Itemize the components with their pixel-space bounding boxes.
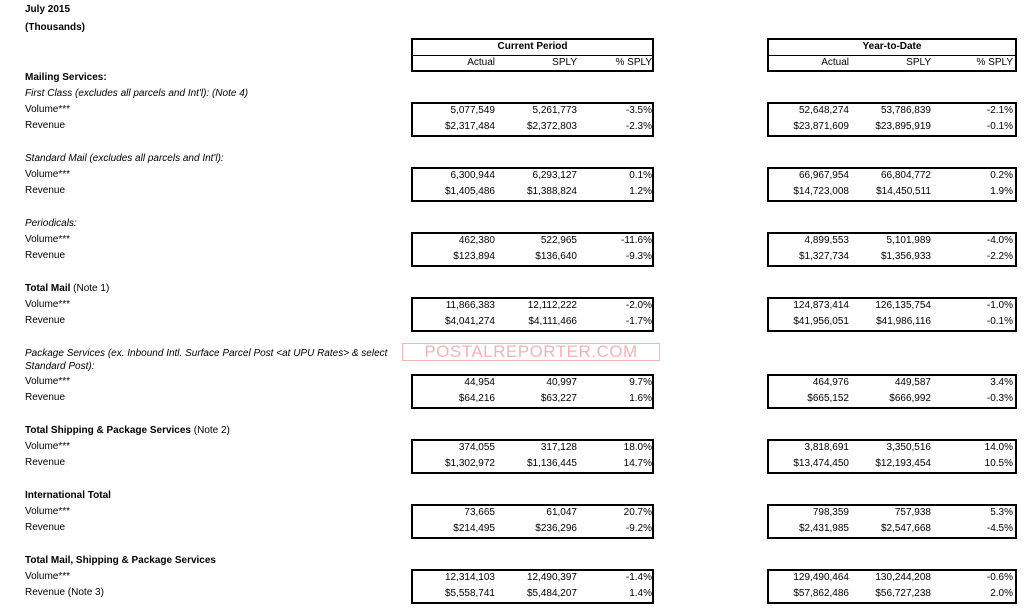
current-period-values: [411, 504, 654, 539]
cell-value: $136,640: [535, 251, 577, 262]
cell-value: -4.0%: [986, 235, 1013, 246]
ytd-values: [767, 102, 1017, 137]
section-label-text: Total Mail: [25, 283, 71, 294]
cell-value: 374,055: [458, 442, 495, 453]
cell-value: $1,405,486: [444, 186, 495, 197]
current-period-title: Current Period: [497, 41, 568, 52]
cell-value: $41,956,051: [793, 316, 849, 327]
cell-value: 12,490,397: [526, 572, 577, 583]
cell-value: $2,317,484: [444, 121, 495, 132]
cell-value: 317,128: [540, 442, 577, 453]
cell-value: 2.0%: [990, 588, 1013, 599]
cell-value: 9.7%: [629, 377, 652, 388]
ytd-values: [767, 569, 1017, 604]
cell-value: 61,047: [546, 507, 577, 518]
cell-value: 12,314,103: [444, 572, 495, 583]
section-label-text: Total Shipping & Package Services: [25, 425, 191, 436]
cell-value: 12,112,222: [527, 300, 577, 311]
row-label: Revenue: [25, 522, 66, 533]
cp-pct-header: % SPLY: [615, 57, 652, 68]
current-period-values: [411, 297, 654, 332]
cell-value: 10.5%: [984, 458, 1013, 469]
section-label-international: International Total: [25, 490, 111, 501]
row-label: Revenue: [25, 392, 66, 403]
ytd-values: [767, 504, 1017, 539]
cell-value: $214,495: [453, 523, 495, 534]
cell-value: 462,380: [458, 235, 495, 246]
row-label: Volume***: [25, 506, 71, 517]
cell-value: $64,216: [458, 393, 495, 404]
cell-value: -9.3%: [625, 251, 652, 262]
cell-value: 14.0%: [984, 442, 1013, 453]
cell-value: $1,356,933: [880, 251, 931, 262]
section-label-total-mail: [25, 283, 109, 295]
cell-value: 73,665: [464, 507, 495, 518]
cell-value: 20.7%: [623, 507, 652, 518]
cell-value: -3.5%: [625, 105, 652, 116]
cell-value: 129,490,464: [793, 572, 849, 583]
row-label: Volume***: [25, 299, 71, 310]
watermark: POSTALREPORTER.COM: [402, 343, 660, 361]
ytd-header: [767, 38, 1017, 72]
cell-value: 798,359: [812, 507, 849, 518]
row-label: Volume***: [25, 104, 71, 115]
ytd-values: [767, 439, 1017, 474]
cell-value: 1.9%: [990, 186, 1013, 197]
ytd-pct-header: % SPLY: [976, 57, 1013, 68]
mailing-services-label: Mailing Services:: [25, 72, 107, 83]
section-label-note: (Note 2): [190, 425, 230, 436]
cell-value: 6,293,127: [532, 170, 577, 181]
cell-value: 14.7%: [623, 458, 652, 469]
row-label: Volume***: [25, 441, 71, 452]
ytd-values: [767, 167, 1017, 202]
cell-value: $14,723,008: [793, 186, 849, 197]
cell-value: $23,871,609: [793, 121, 849, 132]
cell-value: 126,135,754: [875, 300, 931, 311]
row-label: Volume***: [25, 571, 71, 582]
cell-value: -11.6%: [621, 235, 652, 246]
cell-value: -2.3%: [625, 121, 652, 132]
cell-value: $2,547,668: [880, 523, 931, 534]
cell-value: 18.0%: [623, 442, 652, 453]
row-label: Revenue: [25, 457, 66, 468]
cell-value: -0.1%: [986, 316, 1013, 327]
cell-value: $63,227: [540, 393, 577, 404]
cell-value: $12,193,454: [875, 458, 931, 469]
section-label-package-services-line2: Standard Post):: [25, 361, 95, 372]
row-label: Revenue: [25, 120, 66, 131]
cell-value: 130,244,208: [875, 572, 931, 583]
ytd-actual-header: Actual: [821, 57, 849, 68]
cell-value: 40,997: [546, 377, 577, 388]
cell-value: 5,077,549: [450, 105, 495, 116]
cell-value: 124,873,414: [793, 300, 849, 311]
section-label-package-services: Package Services (ex. Inbound Intl. Surface Parcel Post <at UPU Rates> & select: [25, 348, 388, 359]
report-units: (Thousands): [25, 22, 85, 33]
cell-value: 0.1%: [629, 170, 652, 181]
cell-value: -1.0%: [986, 300, 1013, 311]
cell-value: $1,302,972: [444, 458, 495, 469]
row-label: Revenue: [25, 250, 66, 261]
section-label-note: (Note 1): [70, 283, 110, 294]
cell-value: 6,300,944: [450, 170, 495, 181]
cell-value: 5,101,989: [886, 235, 931, 246]
cell-value: $236,296: [535, 523, 577, 534]
header-divider: [413, 55, 652, 56]
cell-value: 464,976: [812, 377, 849, 388]
cell-value: -2.0%: [625, 300, 652, 311]
cell-value: $1,136,445: [526, 458, 577, 469]
cell-value: 522,965: [540, 235, 577, 246]
cell-value: $5,558,741: [444, 588, 495, 599]
cell-value: 3,350,516: [886, 442, 931, 453]
cell-value: $23,895,919: [875, 121, 931, 132]
cell-value: $56,727,238: [875, 588, 931, 599]
ytd-values: [767, 374, 1017, 409]
ytd-values: [767, 297, 1017, 332]
cell-value: 1.2%: [629, 186, 652, 197]
current-period-values: [411, 232, 654, 267]
section-label-first-class: First Class (excludes all parcels and Int'l): (Note 4): [25, 88, 249, 99]
cell-value: 4,899,553: [804, 235, 849, 246]
cell-value: -1.4%: [625, 572, 652, 583]
cell-value: $2,372,803: [526, 121, 577, 132]
row-label: Volume***: [25, 234, 71, 245]
current-period-values: [411, 374, 654, 409]
cell-value: -0.1%: [986, 121, 1013, 132]
current-period-values: [411, 439, 654, 474]
row-label: Volume***: [25, 169, 71, 180]
header-divider: [769, 55, 1015, 56]
cell-value: -1.7%: [625, 316, 652, 327]
cell-value: 1.6%: [629, 393, 652, 404]
cell-value: 5,261,773: [532, 105, 577, 116]
cell-value: 53,786,839: [880, 105, 931, 116]
current-period-header: [411, 38, 654, 72]
cell-value: 0.2%: [990, 170, 1013, 181]
cell-value: $57,862,486: [793, 588, 849, 599]
cell-value: 757,938: [894, 507, 931, 518]
row-label: Revenue: [25, 185, 66, 196]
cell-value: $123,894: [453, 251, 495, 262]
cell-value: 3.4%: [990, 377, 1013, 388]
cell-value: -0.3%: [986, 393, 1013, 404]
cell-value: 5.3%: [990, 507, 1013, 518]
cell-value: 449,587: [894, 377, 931, 388]
cell-value: 3,818,691: [804, 442, 849, 453]
section-label-standard-mail: Standard Mail (excludes all parcels and Int'l):: [25, 153, 224, 164]
report-title: July 2015: [25, 4, 71, 15]
cell-value: $665,152: [807, 393, 849, 404]
row-label: Revenue (Note 3): [25, 587, 104, 598]
ytd-title: Year-to-Date: [862, 41, 922, 52]
section-label-grand-total: Total Mail, Shipping & Package Services: [25, 555, 216, 566]
cell-value: $4,111,466: [528, 316, 577, 327]
cell-value: 1.4%: [629, 588, 652, 599]
cell-value: $1,327,734: [798, 251, 849, 262]
cell-value: 44,954: [464, 377, 495, 388]
cp-sply-header: SPLY: [552, 57, 577, 68]
row-label: Revenue: [25, 315, 66, 326]
cell-value: 66,967,954: [798, 170, 849, 181]
cell-value: 11,866,383: [445, 300, 495, 311]
cell-value: $1,388,824: [526, 186, 577, 197]
cell-value: $13,474,450: [793, 458, 849, 469]
current-period-values: [411, 569, 654, 604]
ytd-sply-header: SPLY: [906, 57, 931, 68]
cell-value: $41,986,116: [876, 316, 931, 327]
section-label-periodicals: Periodicals:: [25, 218, 77, 229]
cell-value: $14,450,511: [876, 186, 931, 197]
cell-value: -9.2%: [625, 523, 652, 534]
cell-value: -2.1%: [986, 105, 1013, 116]
cell-value: -2.2%: [986, 251, 1013, 262]
current-period-values: [411, 102, 654, 137]
cp-actual-header: Actual: [467, 57, 495, 68]
cell-value: 52,648,274: [798, 105, 849, 116]
cell-value: 66,804,772: [880, 170, 931, 181]
ytd-values: [767, 232, 1017, 267]
cell-value: $2,431,985: [798, 523, 849, 534]
cell-value: -0.6%: [986, 572, 1013, 583]
current-period-values: [411, 167, 654, 202]
cell-value: $4,041,274: [444, 316, 495, 327]
cell-value: -4.5%: [986, 523, 1013, 534]
cell-value: $5,484,207: [526, 588, 577, 599]
section-label-total-shipping: [25, 425, 230, 437]
cell-value: $666,992: [889, 393, 931, 404]
row-label: Volume***: [25, 376, 71, 387]
